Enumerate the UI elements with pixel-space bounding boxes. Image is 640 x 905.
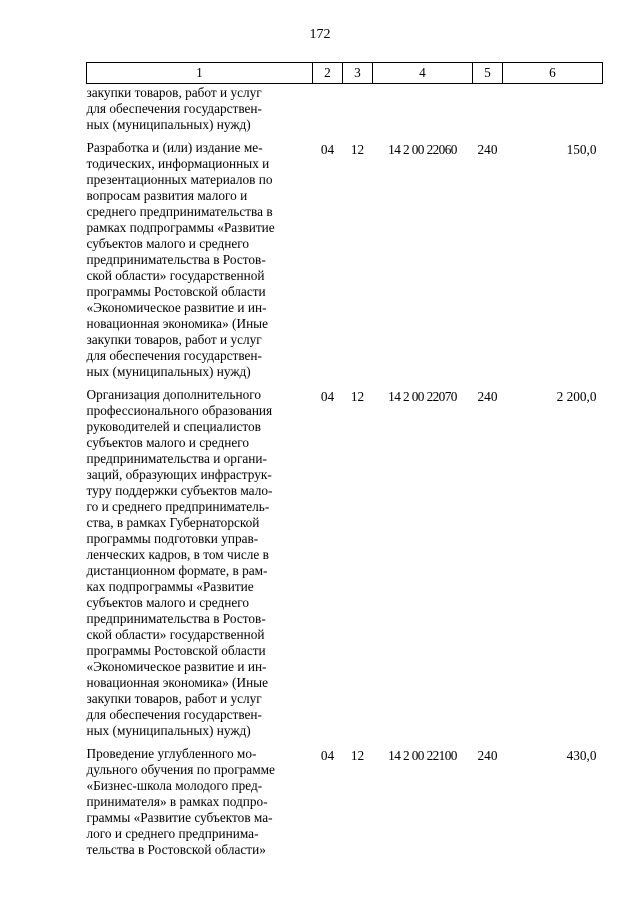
description-line: «Экономическое развитие и ин-	[86, 659, 267, 674]
header-col-1: 1	[87, 63, 313, 84]
description-line: ках подпрограммы «Развитие	[86, 579, 254, 594]
row-description	[87, 387, 313, 746]
description-line: профессионального образования	[86, 403, 273, 418]
row-subsection-code: 12	[350, 748, 365, 763]
description-line: дульного обучения по программе	[86, 762, 275, 777]
row-description	[87, 140, 313, 387]
row-section-code: 04	[320, 748, 335, 763]
description-line: Разработка и (или) издание ме-	[86, 140, 263, 155]
description-line: субъектов малого и среднего	[86, 435, 250, 450]
description-line: предпринимательства в Ростов-	[86, 611, 266, 626]
description-line: презентационных материалов по	[86, 172, 273, 187]
description-line: Проведение углубленного мо-	[86, 746, 257, 761]
description-line: принимателя» в рамках подпро-	[86, 794, 268, 809]
description-line: ленческих кадров, в том числе в	[86, 547, 269, 562]
row-expense-type: 240	[477, 748, 498, 763]
description-line: руководителей и специалистов	[86, 419, 261, 434]
description-line: среднего предпринимательства в	[86, 204, 273, 219]
description-line: субъектов малого и среднего	[86, 595, 250, 610]
row-subsection-code	[343, 84, 373, 141]
description-line: ных (муниципальных) нужд)	[86, 117, 251, 132]
description-line: ных (муниципальных) нужд)	[86, 364, 251, 379]
description-line: го и среднего предприниматель-	[86, 499, 270, 514]
description-line: ных (муниципальных) нужд)	[86, 723, 251, 738]
description-line: предпринимательства в Ростов-	[86, 252, 266, 267]
description-line: «Экономическое развитие и ин-	[86, 300, 267, 315]
row-expense-type	[473, 84, 503, 141]
header-col-6: 6	[503, 63, 603, 84]
row-expense-type: 240	[477, 142, 498, 157]
description-line: программы подготовки управ-	[86, 531, 259, 546]
row-subsection-code: 12	[350, 389, 365, 404]
description-line: заций, образующих инфраструк-	[86, 467, 272, 482]
description-line: для обеспечения государствен-	[86, 707, 262, 722]
description-line: дистанционном формате, в рам-	[86, 563, 268, 578]
header-col-4: 4	[373, 63, 473, 84]
row-target-article: 14 2 00 22060	[388, 142, 457, 157]
description-line: лого и среднего предпринима-	[86, 826, 259, 841]
row-amount: 150,0	[566, 142, 597, 157]
description-line: Организация дополнительного	[86, 387, 261, 402]
description-line: закупки товаров, работ и услуг	[86, 85, 262, 100]
row-expense-type: 240	[477, 389, 498, 404]
description-line: «Бизнес-школа молодого пред-	[86, 778, 263, 793]
description-line: тодических, информационных и	[86, 156, 270, 171]
description-line: для обеспечения государствен-	[86, 348, 262, 363]
row-description	[87, 84, 313, 141]
table-row	[87, 84, 603, 141]
description-line: тельства в Ростовской области»	[86, 842, 266, 857]
description-line: новационная экономика» (Иные	[86, 316, 269, 331]
description-line: предпринимательства и органи-	[86, 451, 267, 466]
row-subsection-code: 12	[350, 142, 365, 157]
description-line: ской области» государственной	[86, 268, 265, 283]
table-body	[87, 84, 603, 866]
row-amount: 430,0	[566, 748, 597, 763]
description-line: ства, в рамках Губернаторской	[86, 515, 260, 530]
description-line: программы Ростовской области	[86, 643, 266, 658]
row-target-article	[373, 84, 473, 141]
header-col-3: 3	[343, 63, 373, 84]
row-section-code: 04	[320, 142, 335, 157]
row-amount: 2 200,0	[556, 389, 597, 404]
description-line: туру поддержки субъектов мало-	[86, 483, 273, 498]
description-line: граммы «Развитие субъектов ма-	[86, 810, 273, 825]
description-line: закупки товаров, работ и услуг	[86, 691, 262, 706]
row-section-code	[313, 84, 343, 141]
description-line: для обеспечения государствен-	[86, 101, 262, 116]
row-description	[87, 746, 313, 865]
row-target-article: 14 2 00 22100	[388, 748, 457, 763]
description-line: вопросам развития малого и	[86, 188, 248, 203]
header-col-2: 2	[313, 63, 343, 84]
description-line: новационная экономика» (Иные	[86, 675, 269, 690]
row-target-article: 14 2 00 22070	[388, 389, 457, 404]
header-col-5: 5	[473, 63, 503, 84]
page-number: 172	[309, 27, 331, 42]
description-line: рамках подпрограммы «Развитие	[86, 220, 275, 235]
table-row	[87, 140, 603, 387]
row-section-code: 04	[320, 389, 335, 404]
table-row	[87, 387, 603, 746]
description-line: ской области» государственной	[86, 627, 265, 642]
description-line: субъектов малого и среднего	[86, 236, 250, 251]
budget-table	[86, 62, 603, 865]
table-header-row	[87, 63, 603, 84]
row-amount	[503, 84, 603, 141]
table-row	[87, 746, 603, 865]
description-line: закупки товаров, работ и услуг	[86, 332, 262, 347]
description-line: программы Ростовской области	[86, 284, 266, 299]
